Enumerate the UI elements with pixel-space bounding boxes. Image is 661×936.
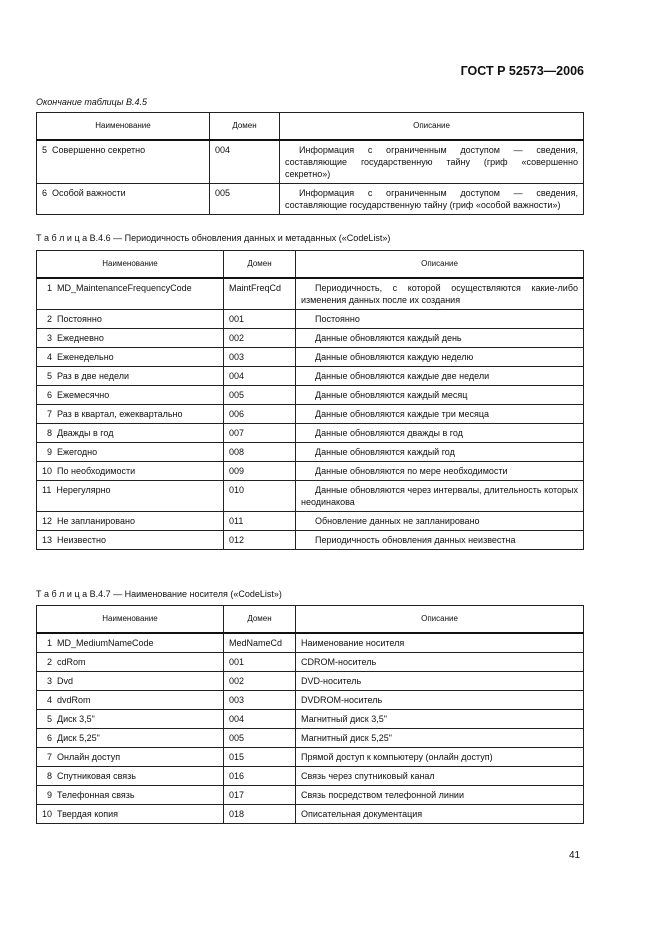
table-row (37, 691, 584, 710)
name-cell: 6 Особой важности (37, 184, 210, 215)
description-cell: Информация с ограниченным доступом — сведения, составляющие государственную тайну (гриф «особой важности») (280, 184, 584, 215)
name-cell: 12 Не запланировано (37, 512, 224, 531)
name-cell: 7 Онлайн доступ (37, 748, 224, 767)
table-row (37, 310, 584, 329)
description-cell: Данные обновляются каждый год (296, 443, 584, 462)
name-cell: 2 cdRom (37, 653, 224, 672)
description-cell: Связь через спутниковый канал (296, 767, 584, 786)
column-header: Наименование (37, 606, 224, 634)
table-row (37, 405, 584, 424)
table-row (37, 729, 584, 748)
table-b46 (36, 250, 584, 550)
domain-cell: 002 (224, 672, 296, 691)
table-b46-caption: Т а б л и ц а В.4.6 — Периодичность обновления данных и метаданных («CodeList») (36, 233, 391, 243)
table-b45 (36, 112, 584, 215)
name-cell: 10 По необходимости (37, 462, 224, 481)
description-cell: Данные обновляются каждые две недели (296, 367, 584, 386)
name-cell: 4 Еженедельно (37, 348, 224, 367)
table-row (37, 786, 584, 805)
standard-header: ГОСТ Р 52573—2006 (460, 64, 584, 78)
table-row (37, 424, 584, 443)
description-cell: Данные обновляются через интервалы, длительность которых неодинакова (296, 481, 584, 512)
table-b47 (36, 605, 584, 824)
domain-cell: 005 (210, 184, 280, 215)
table-row (37, 805, 584, 824)
name-cell: 13 Неизвестно (37, 531, 224, 550)
domain-cell: 010 (224, 481, 296, 512)
domain-cell: MaintFreqCd (224, 278, 296, 310)
name-cell: 9 Телефонная связь (37, 786, 224, 805)
table-row (37, 367, 584, 386)
column-header: Наименование (37, 113, 210, 141)
description-cell: Прямой доступ к компьютеру (онлайн доступ) (296, 748, 584, 767)
header-row (37, 113, 584, 141)
column-header: Домен (224, 251, 296, 279)
domain-cell: 001 (224, 653, 296, 672)
domain-cell: 001 (224, 310, 296, 329)
description-cell: CDROM-носитель (296, 653, 584, 672)
table-row (37, 710, 584, 729)
description-cell: Данные обновляются каждые три месяца (296, 405, 584, 424)
table-row (37, 672, 584, 691)
domain-cell: 017 (224, 786, 296, 805)
domain-cell: 016 (224, 767, 296, 786)
description-cell: Постоянно (296, 310, 584, 329)
description-cell: Данные обновляются каждую неделю (296, 348, 584, 367)
domain-cell: 018 (224, 805, 296, 824)
domain-cell: 012 (224, 531, 296, 550)
domain-cell: 005 (224, 729, 296, 748)
description-cell: DVD-носитель (296, 672, 584, 691)
table-row (37, 278, 584, 310)
table-continuation-caption: Окончание таблицы В.4.5 (36, 97, 147, 107)
name-cell: 6 Ежемесячно (37, 386, 224, 405)
domain-cell: 002 (224, 329, 296, 348)
description-cell: Магнитный диск 5,25" (296, 729, 584, 748)
table-row (37, 184, 584, 215)
table-row (37, 512, 584, 531)
table-row (37, 140, 584, 184)
domain-cell: 009 (224, 462, 296, 481)
column-header: Наименование (37, 251, 224, 279)
column-header: Описание (296, 606, 584, 634)
table-row (37, 633, 584, 653)
domain-cell: MedNameCd (224, 633, 296, 653)
domain-cell: 008 (224, 443, 296, 462)
name-cell: 3 Ежедневно (37, 329, 224, 348)
column-header: Домен (224, 606, 296, 634)
domain-cell: 004 (224, 710, 296, 729)
description-cell: Описательная документация (296, 805, 584, 824)
domain-cell: 005 (224, 386, 296, 405)
table-row (37, 386, 584, 405)
table-row (37, 329, 584, 348)
description-cell: Обновление данных не запланировано (296, 512, 584, 531)
domain-cell: 004 (210, 140, 280, 184)
header-row (37, 606, 584, 634)
name-cell: 4 dvdRom (37, 691, 224, 710)
column-header: Описание (280, 113, 584, 141)
description-cell: Наименование носителя (296, 633, 584, 653)
table-row (37, 348, 584, 367)
description-cell: Данные обновляются каждый месяц (296, 386, 584, 405)
domain-cell: 006 (224, 405, 296, 424)
table-row (37, 767, 584, 786)
description-cell: Магнитный диск 3,5" (296, 710, 584, 729)
domain-cell: 007 (224, 424, 296, 443)
header-row (37, 251, 584, 279)
description-cell: Периодичность обновления данных неизвестна (296, 531, 584, 550)
name-cell: 5 Диск 3,5" (37, 710, 224, 729)
domain-cell: 015 (224, 748, 296, 767)
name-cell: 5 Совершенно секретно (37, 140, 210, 184)
name-cell: 11 Нерегулярно (37, 481, 224, 512)
name-cell: 1 MD_MaintenanceFrequencyCode (37, 278, 224, 310)
table-row (37, 462, 584, 481)
column-header: Домен (210, 113, 280, 141)
name-cell: 7 Раз в квартал, ежеквартально (37, 405, 224, 424)
description-cell: Информация с ограниченным доступом — сведения, составляющие государственную тайну (гриф «совершенно секретно») (280, 140, 584, 184)
name-cell: 2 Постоянно (37, 310, 224, 329)
name-cell: 6 Диск 5,25" (37, 729, 224, 748)
domain-cell: 004 (224, 367, 296, 386)
description-cell: Периодичность, с которой осуществляются какие-либо изменения данных после их создания (296, 278, 584, 310)
description-cell: DVDROM-носитель (296, 691, 584, 710)
name-cell: 8 Спутниковая связь (37, 767, 224, 786)
description-cell: Данные обновляются по мере необходимости (296, 462, 584, 481)
description-cell: Данные обновляются каждый день (296, 329, 584, 348)
description-cell: Связь посредством телефонной линии (296, 786, 584, 805)
domain-cell: 011 (224, 512, 296, 531)
description-cell: Данные обновляются дважды в год (296, 424, 584, 443)
name-cell: 10 Твердая копия (37, 805, 224, 824)
table-row (37, 653, 584, 672)
name-cell: 1 MD_MediumNameCode (37, 633, 224, 653)
name-cell: 3 Dvd (37, 672, 224, 691)
table-row (37, 748, 584, 767)
table-row (37, 531, 584, 550)
domain-cell: 003 (224, 348, 296, 367)
name-cell: 5 Раз в две недели (37, 367, 224, 386)
name-cell: 9 Ежегодно (37, 443, 224, 462)
name-cell: 8 Дважды в год (37, 424, 224, 443)
table-row (37, 443, 584, 462)
table-b47-caption: Т а б л и ц а В.4.7 — Наименование носителя («CodeList») (36, 589, 282, 599)
table-row (37, 481, 584, 512)
column-header: Описание (296, 251, 584, 279)
page-number: 41 (569, 850, 581, 861)
domain-cell: 003 (224, 691, 296, 710)
